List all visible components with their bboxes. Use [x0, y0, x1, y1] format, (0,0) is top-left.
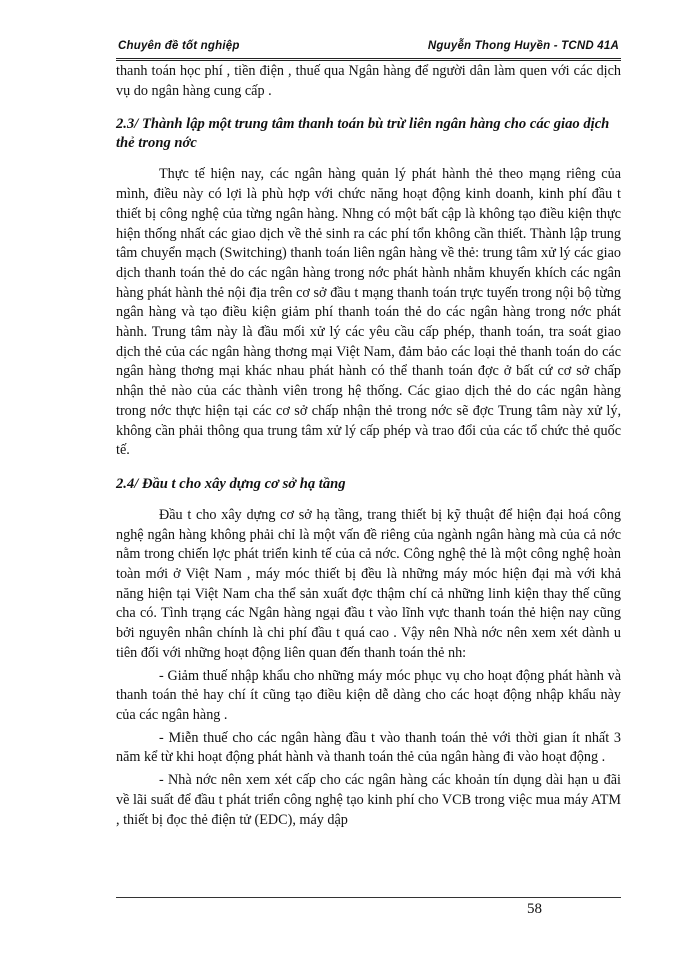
bullet-item: - Giảm thuế nhập khẩu cho những máy móc phục vụ cho hoạt động phát hành và thanh toán thẻ hay chí ít cũng tạo điều kiện dễ dàng cho các hoạt động nhập khẩu này của các ngân hàng .: [116, 667, 621, 723]
section-2-4-heading: 2.4/ Đầu t cho xây dựng cơ sở hạ tầng: [116, 475, 346, 492]
intro-paragraph: thanh toán học phí , tiền điện , thuế qua Ngân hàng để người dân làm quen với các dịch vụ do ngân hàng cung cấp .: [116, 63, 621, 99]
document-body: [116, 62, 621, 830]
page-number: 58: [527, 901, 542, 917]
section-2-3-heading: 2.3/ Thành lập một trung tâm thanh toán bù trừ liên ngân hàng cho các giao dịch thẻ trong nớc: [116, 116, 610, 152]
header-author: Nguyễn Thong Huyền - TCND 41A: [427, 40, 619, 52]
footer-divider: [116, 897, 621, 898]
section-2-3-paragraph: Thực tế hiện nay, các ngân hàng quản lý phát hành thẻ theo mạng riêng của mình, điều này có lợi là phù hợp với chức năng hoạt động kinh doanh, kinh phí đầu t thiết bị công nghệ của từng ngân hàng. Nhng có một bất cập là không tạo điều kiện thực hiện thống nhất các giao dịch về thẻ sinh ra các phí tổn không cần thiết. Thành lập trung tâm chuyển mạch (Switching) thanh toán liên ngân hàng về thẻ: trung tâm xử lý các giao dịch thanh toán thẻ do các ngân hàng trong nớc phát hành nhằm khuyến khích các ngân hàng phát hành thẻ nội địa trên cơ sở đầu t mạng thanh toán trực tuyến trong nội bộ từng ngân hàng và tạo điều kiện giảm phí thanh toán thẻ do các ngân hàng trong nớc phát hành. Trung tâm này là đầu mối xử lý các yêu cầu cấp phép, thanh toán, tra soát giao dịch thẻ của các ngân hàng thơng mại Việt Nam, đảm bảo các loại thẻ thanh toán do các ngân hàng thơng mại khác nhau phát hành có thể thanh toán đợc ở bất cứ cơ sở chấp nhận thẻ nào của các thành viên trong hệ thống. Các giao dịch thẻ do các ngân hàng trong nớc thực hiện tại các cơ sở chấp nhận thẻ trong nớc sẽ đợc Trung tâm này xử lý, không cần phải thông qua trung tâm xử lý cấp phép và trao đổi của các tổ chức thẻ quốc tế.: [116, 166, 621, 459]
page-header: [116, 36, 621, 61]
header-title: Chuyên đề tốt nghiệp: [118, 40, 240, 52]
section-2-4-paragraph: Đầu t cho xây dựng cơ sở hạ tầng, trang thiết bị kỹ thuật để hiện đại hoá công nghệ ngân hàng không phải chỉ là một vấn đề riêng của ngành ngân hàng mà của cả nớc nằm trong chiến lợc phát triển kinh tế của cả nớc. Công nghệ thẻ là một công nghệ hoàn toàn mới ở Việt Nam , máy móc thiết bị đều là những máy móc hiện đại mà với khả năng hiện tại Việt Nam cha thể sản xuất đợc thậm chí cả những linh kiện thay thế cũng cha có. Tình trạng các Ngân hàng ngại đầu t vào lĩnh vực thanh toán thẻ hiện nay cũng bởi nguyên nhân chính là chi phí đầu t quá cao . Vậy nên Nhà nớc nên xem xét dành u tiên đối với những hoạt động liên quan đến thanh toán thẻ nh:: [116, 506, 621, 661]
bullet-item: - Nhà nớc nên xem xét cấp cho các ngân hàng các khoản tín dụng dài hạn u đãi về lãi suất để đầu t phát triển công nghệ tạo kinh phí cho VCB trong việc mua máy ATM , thiết bị đọc thẻ điện tử (EDC), máy dập: [116, 772, 621, 828]
bullet-item: - Miễn thuế cho các ngân hàng đầu t vào thanh toán thẻ với thời gian ít nhất 3 năm kể từ khi hoạt động phát hành và thanh toán thẻ của ngân hàng đi vào hoạt động .: [116, 729, 621, 766]
